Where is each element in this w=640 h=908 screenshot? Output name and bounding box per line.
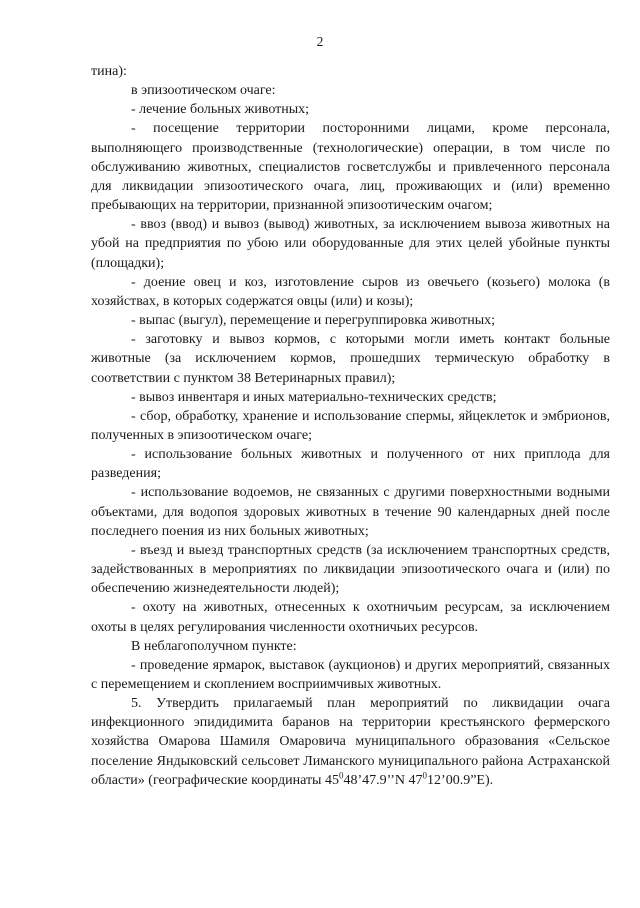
paragraph-heading-unfavorable-point: В неблагополучном пункте: xyxy=(131,638,297,654)
document-body xyxy=(91,62,610,790)
list-item: - выпас (выгул), перемещение и перегруппировка животных; xyxy=(131,313,495,329)
coordinate-text: 48’47.9’’N 47 xyxy=(343,772,423,788)
coordinate-text-end: 12’00.9”E). xyxy=(427,772,494,788)
item-5-paragraph xyxy=(91,694,610,790)
list-item: - охоту на животных, отнесенных к охотничьим ресурсам, за исключением охоты в целях регулирования численности охотничьих ресурсов. xyxy=(91,600,610,635)
page-number: 2 xyxy=(316,34,324,49)
list-item: - вывоз инвентаря и иных материально-технических средств; xyxy=(131,389,497,405)
coordinate-latitude-degrees: 45 xyxy=(324,772,339,788)
item-5-text: 5. Утвердить прилагаемый план мероприятий по ликвидации очага инфекционного эпидидимита баранов на территории крестьянского фермерского хозяйства Омарова Шамиля Омаровича муниципального образования «Сельское поселение Яндыковский сельсовет Лиманского муниципального района Астраханской области» (географические координаты xyxy=(91,696,610,788)
list-item: - сбор, обработку, хранение и использование спермы, яйцеклеток и эмбрионов, полученных в эпизоотическом очаге; xyxy=(91,408,610,443)
list-item: - использование больных животных и полученного от них приплода для разведения; xyxy=(91,447,610,482)
list-item: - лечение больных животных; xyxy=(131,102,310,118)
list-item: - проведение ярмарок, выставок (аукционов) и других мероприятий, связанных с перемещением и скоплением восприимчивых животных. xyxy=(91,657,610,692)
list-item: - доение овец и коз, изготовление сыров из овечьего (козьего) молока (в хозяйствах, в которых содержатся овцы (или) и козы); xyxy=(91,274,610,309)
list-item: - заготовку и вывоз кормов, с которыми могли иметь контакт больные животные (за исключением кормов, прошедших термическую обработку в соответствии с пунктом 38 Ветеринарных правил); xyxy=(91,332,610,386)
degree-mark: 0 xyxy=(338,770,344,781)
degree-mark: 0 xyxy=(422,770,428,781)
list-item: - посещение территории посторонними лицами, кроме персонала, выполняющего производственные (технологические) операции, в том числе по обслуживанию животных, специалистов госветслужбы и привлеченного персонала для ликвидации эпизоотического очага, лиц, проживающих и (или) временно пребывающих на территории, признанной эпизоотическим очагом; xyxy=(91,121,610,214)
list-item: - въезд и выезд транспортных средств (за исключением транспортных средств, задействованных в мероприятиях по ликвидации эпизоотического очага и (или) по обеспечению жизнедеятельности людей); xyxy=(91,542,610,597)
paragraph-heading-outbreak: в эпизоотическом очаге: xyxy=(131,83,276,99)
list-item: - использование водоемов, не связанных с другими поверхностными водными объектами, для водопоя здоровых животных в течение 90 календарных дней после последнего поения из них больных животных; xyxy=(91,485,610,539)
list-item: - ввоз (ввод) и вывоз (вывод) животных, за исключением вывоза животных на убой на предприятия по убою или оборудованные для этих целей убойные пункты (площадки); xyxy=(91,217,610,271)
paragraph-continuation: тина): xyxy=(91,64,127,79)
